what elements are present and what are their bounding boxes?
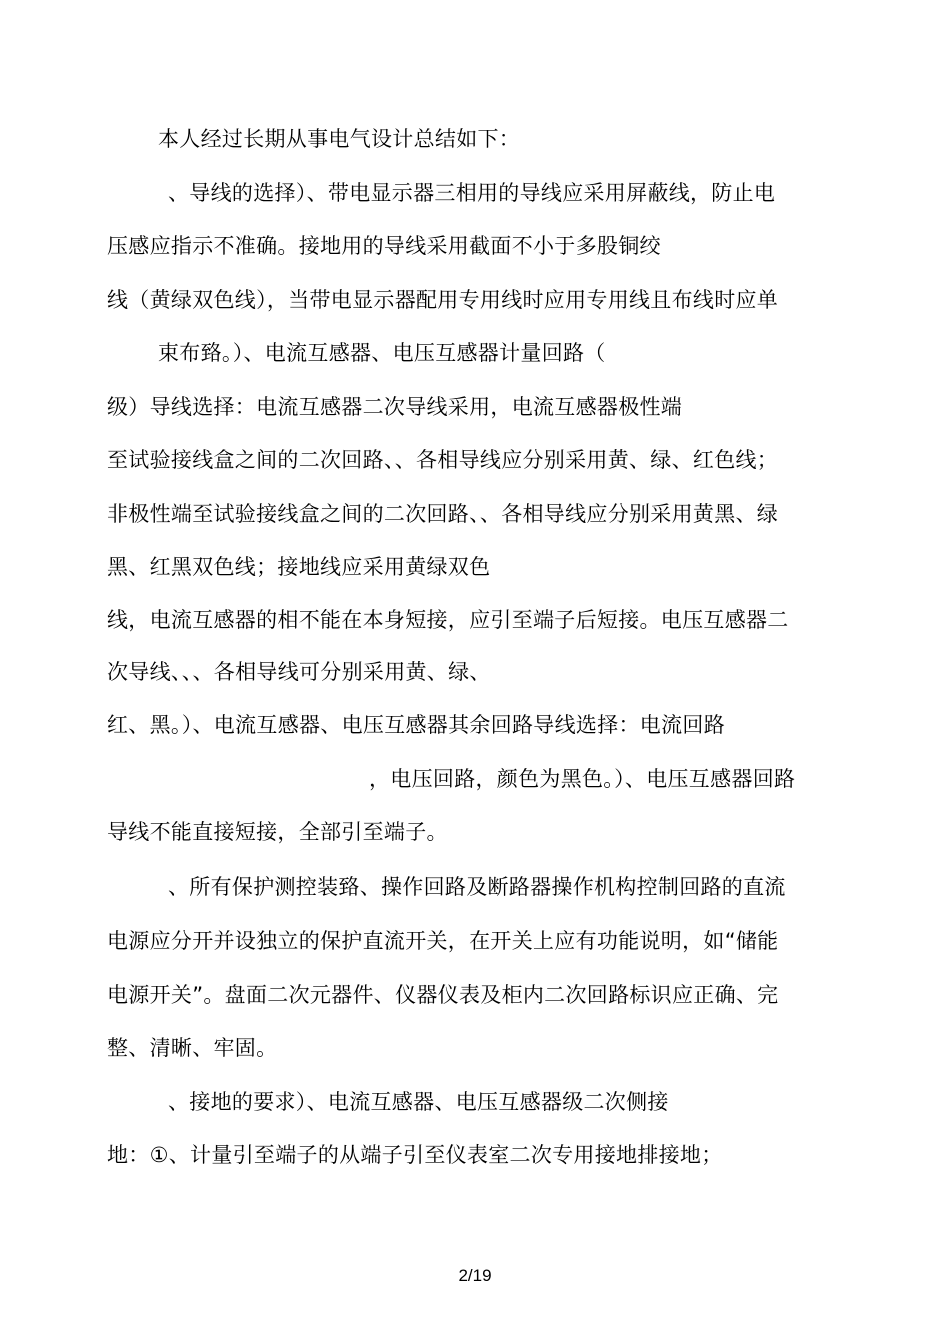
text-line: 压感应指示不准确。接地用的导线采用截面不小于多股铜绞 <box>107 234 661 258</box>
text-line: 次导线、、、各相导线可分别采用黄、绿、 <box>107 660 491 684</box>
text-line: 电源开关”。盘面二次元器件、仪器仪表及柜内二次回路标识应正确、完 <box>107 983 779 1007</box>
text-line: 整、清晰、牢固。 <box>107 1036 278 1060</box>
text-line: 线，电流互感器的相不能在本身短接，应引至端子后短接。电压互感器二 <box>107 608 789 632</box>
text-line: 级）导线选择：电流互感器二次导线采用，电流互感器极性端 <box>107 395 683 419</box>
page-number: 2/19 <box>458 1266 492 1285</box>
text-line: 至试验接线盒之间的二次回路、、各相导线应分别采用黄、绿、红色线； <box>107 448 779 472</box>
text-line: 线（黄绿双色线），当带电显示器配用专用线时应用专用线且布线时应单 <box>107 288 779 312</box>
text-line: 本人经过长期从事电气设计总结如下： <box>158 127 521 151</box>
text-line: 非极性端至试验接线盒之间的二次回路、、各相导线应分别采用黄黑、绿 <box>107 502 779 526</box>
text-line: 、导线的选择）、带电显示器三相用的导线应采用屏蔽线，防止电 <box>168 181 776 205</box>
text-line: 红、黑。）、电流互感器、电压互感器其余回路导线选择：电流回路 <box>107 713 725 737</box>
text-line: 导线不能直接短接，全部引至端子。 <box>107 820 448 844</box>
text-line: ，电压回路，颜色为黑色。）、电压互感器回路 <box>369 767 796 791</box>
text-line: 、接地的要求）、电流互感器、电压互感器级二次侧接 <box>168 1090 669 1114</box>
text-line: 、所有保护测控装臵、操作回路及断路器操作机构控制回路的直流 <box>168 875 786 899</box>
text-line: 地：①、计量引至端子的从端子引至仪表室二次专用接地排接地； <box>107 1143 723 1167</box>
text-line: 束布臵。）、电流互感器、电压互感器计量回路（ <box>158 341 606 365</box>
text-line: 黑、红黑双色线；接地线应采用黄绿双色 <box>107 555 491 579</box>
text-line: 电源应分开并设独立的保护直流开关，在开关上应有功能说明，如“储能 <box>107 929 779 953</box>
